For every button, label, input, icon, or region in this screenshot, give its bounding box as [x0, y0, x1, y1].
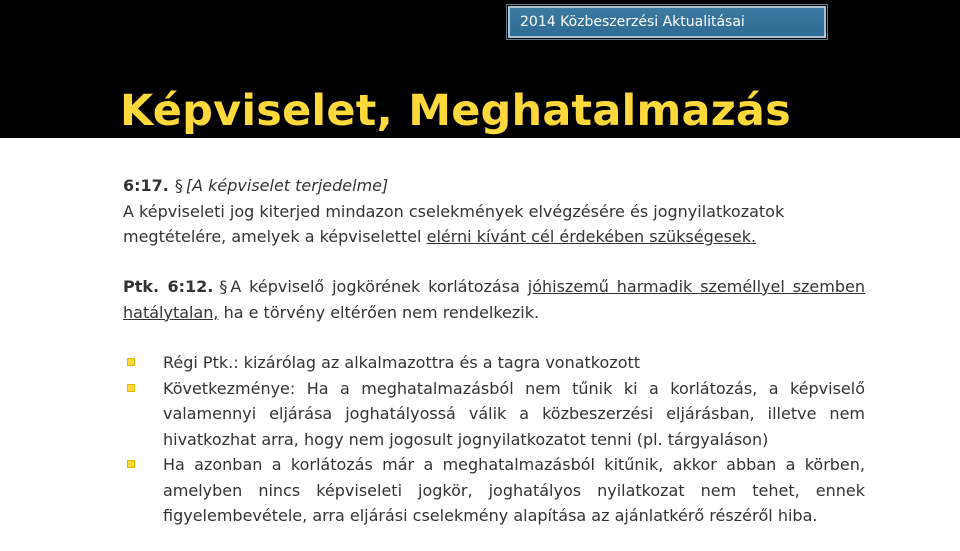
bullet-text: Régi Ptk.: kizárólag az alkalmazottra és a tagra vonatkozott — [163, 353, 641, 372]
text-6-17: A képviseleti jog kiterjed mindazon cselekmények elvégzésére és jognyilatkozatok megtételére, amelyek a képviselettel — [123, 201, 785, 246]
header-badge: 2014 Közbeszerzési Aktualitásai — [508, 6, 826, 38]
bullet-text: Ha azonban a korlátozás már a meghatalmazásból kitűnik, akkor abban a körben, amelyben nincs képviseleti jogkör, joghatályos nyilatkozat nem tehet, ennek figyelembevétele, arra eljárási cselekmény alapítása az ajánlatkérő részéről hiba. — [163, 455, 865, 525]
ref-ptk-6-12: Ptk. 6:12. — [123, 277, 214, 296]
bullet-item — [123, 376, 865, 453]
bullet-text: Következménye: Ha a meghatalmazásból nem tűnik ki a korlátozás, a képviselő valamennyi eljárása joghatályossá válik a közbeszerzési eljárásban, illetve nem hivatkozhat arra, hogy nem jogosult jognyilatkozatot tenni (pl. tárgyaláson) — [163, 378, 865, 449]
bullet-square-icon — [127, 358, 135, 366]
underlined-6-17: elérni kívánt cél érdekében szükségesek. — [426, 227, 757, 246]
ref-6-17: 6:17. — [123, 176, 169, 195]
bullet-item — [123, 350, 865, 376]
slide-title: Képviselet, Meghatalmazás — [120, 86, 791, 136]
section-sign-icon: § — [219, 277, 228, 296]
bullet-item — [123, 452, 865, 529]
heading-6-17: [A képviselet terjedelme] — [185, 176, 389, 195]
text-ptk-6-12-b: ha e törvény eltérően nem rendelkezik. — [218, 302, 540, 322]
underlined-ptk-6-12: jóhiszemű harmadik személlyel szemben hatálytalan, — [123, 277, 865, 322]
paragraph-ptk-6-12 — [123, 274, 865, 325]
text-ptk-6-12-a: A képviselő jogkörének korlátozása — [230, 277, 528, 296]
paragraph-6-17 — [123, 173, 865, 250]
bullet-square-icon — [127, 460, 135, 468]
bullet-list — [123, 350, 865, 529]
section-sign-icon: § — [174, 176, 183, 195]
bullet-square-icon — [127, 384, 135, 392]
